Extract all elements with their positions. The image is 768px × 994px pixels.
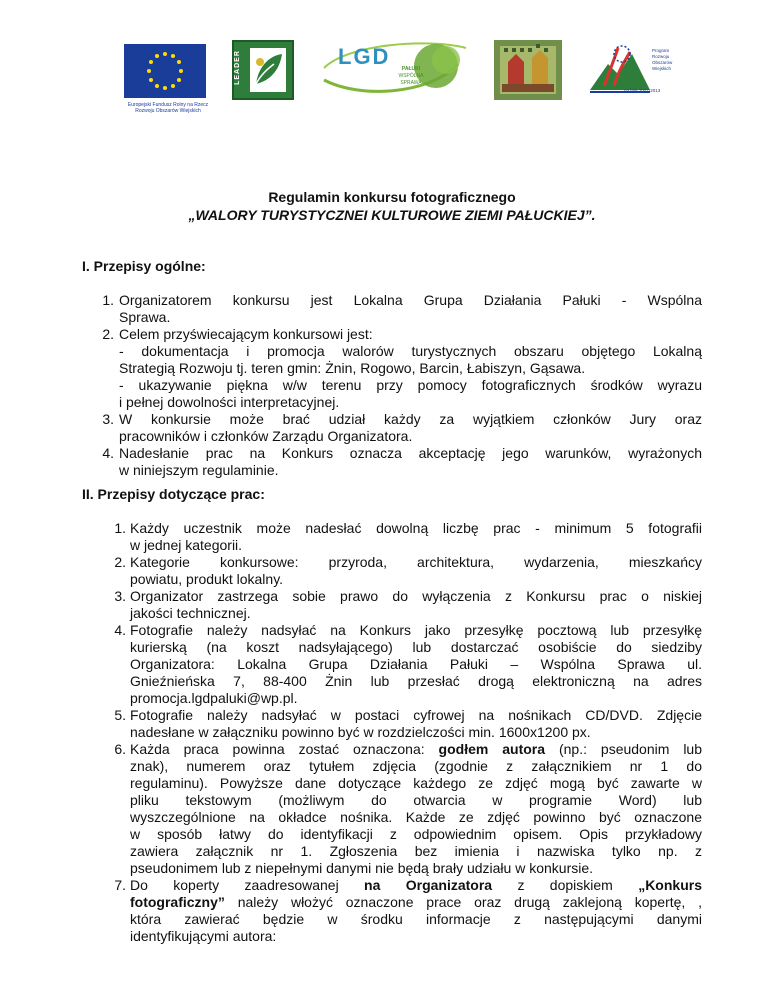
eu-stars-icon — [124, 44, 206, 98]
list-line: Gnieźnieńska 7, 88-400 Żnin lub przesłać drogą elektroniczną na adres — [130, 673, 702, 689]
prow-caption-3: Obszarów — [652, 60, 673, 65]
text-run: Do koperty zaadresowanej — [130, 877, 365, 893]
list-line — [130, 741, 702, 758]
list-line: Organizator zastrzega sobie prawo do wyłączenia z Konkursu prac o niskiej — [130, 588, 702, 604]
eu-caption-line-1: Europejski Fundusz Rolny na Rzecz — [127, 102, 209, 108]
text-run: (np.: pseudonim lub — [545, 741, 702, 757]
list-number: 1. — [102, 292, 114, 308]
list-number: 5. — [114, 707, 126, 723]
list-line — [130, 894, 702, 911]
prow-caption-4: Wiejskich — [652, 66, 672, 71]
list-line: kurierską (na koszt nadsyłającego) lub dostarczać osobiście do siedziby — [130, 639, 702, 655]
list-number: 2. — [102, 326, 114, 342]
list-item — [82, 326, 702, 411]
bold-text: fotograficzny” — [130, 894, 225, 910]
list-line: powiatu, produkt lokalny. — [130, 571, 284, 587]
leaf-icon — [234, 42, 292, 98]
list-line: zawiera załącznik nr 1. Zgłoszenia bez imienia i nazwiska tylko np. z — [130, 843, 702, 859]
leader-logo — [232, 40, 294, 100]
list-item — [82, 292, 702, 326]
list-line — [130, 877, 702, 894]
list-line: Strategią Rozwoju tj. teren gmin: Żnin, Rogowo, Barcin, Łabiszyn, Gąsawa. — [119, 360, 586, 376]
list-number: 4. — [102, 445, 114, 461]
list-number: 1. — [114, 520, 126, 536]
list-item — [82, 520, 702, 554]
bold-text: „Konkurs — [638, 877, 702, 893]
list-line: regulaminu). Powyższe dane dotyczące każdego ze zdjęć mogą być zawarte w — [130, 775, 702, 791]
list-line: pseudonimem lub z niepełnymi danymi nie będą brały udziału w konkursie. — [130, 860, 594, 876]
list-line: w niniejszym regulaminie. — [119, 462, 279, 478]
logo-bar — [0, 38, 768, 128]
section-1-heading: I. Przepisy ogólne: — [82, 258, 206, 274]
list-line: Fotografie należy nadsyłać na Konkurs jako przesyłkę pocztową lub przesyłkę — [130, 622, 702, 638]
title-line-2: „WALORY TURYSTYCZNEI KULTUROWE ZIEMI PAŁUCKIEJ”. — [188, 207, 596, 223]
text-run: Każda praca powinna zostać oznaczona: — [130, 741, 439, 757]
lgd-sub-2: WSPÓLNA — [398, 73, 424, 79]
list-line: Kategorie konkursowe: przyroda, architektura, wydarzenia, mieszkańcy — [130, 554, 702, 570]
list-number: 7. — [114, 877, 126, 893]
list-line: jakości technicznej. — [130, 605, 251, 621]
leader-text: LEADER — [233, 50, 241, 85]
list-line: w jednej kategorii. — [130, 537, 243, 553]
list-line: identyfikującymi autora: — [130, 928, 277, 944]
list-item — [82, 445, 702, 479]
list-line: nadesłane w załączniku powinno być w rozdzielczości min. 1600x1200 px. — [130, 724, 591, 740]
list-line: w sposób łatwy do identyfikacji z odpowiednim opisem. Opis przykładowy — [130, 826, 702, 842]
list-item — [82, 622, 702, 707]
list-line: promocja.lgdpaluki@wp.pl. — [130, 690, 298, 706]
lgd-logo — [318, 38, 470, 100]
list-line: pliku tekstowym (możliwym do otwarcia w programie Word) lub — [130, 792, 702, 808]
list-number: 3. — [102, 411, 114, 427]
list-line: Organizatorem konkursu jest Lokalna Grupa Działania Pałuki - Wspólna — [119, 292, 702, 308]
lgd-text: LGD — [338, 44, 391, 69]
text-run: z dopiskiem — [492, 877, 639, 893]
list-number: 2. — [114, 554, 126, 570]
lgd-sub-1: PAŁUKI — [401, 66, 421, 72]
bold-text: godłem autora — [438, 741, 546, 757]
bold-text: na Organizatora — [364, 877, 493, 893]
list-number: 3. — [114, 588, 126, 604]
list-line: wyszczególnione na okładce nośnika. Każde ze zdjęć powinno być oznaczone — [130, 809, 702, 825]
list-line: - dokumentacja i promocja walorów turystycznych obszaru objętego Lokalną — [119, 343, 702, 359]
prow-caption-1: Program — [652, 48, 670, 53]
list-line: W konkursie może brać udział każdy za wyjątkiem członków Jury oraz — [119, 411, 702, 427]
list-number: 6. — [114, 741, 126, 757]
list-item — [82, 411, 702, 445]
list-line: Każdy uczestnik może nadesłać dowolną liczbę prac - minimum 5 fotografii — [130, 520, 702, 536]
eu-caption — [108, 102, 228, 114]
prow-years: na lata 2007-2013 — [624, 88, 661, 93]
list-line: i pełnej dowolności interpretacyjnej. — [119, 394, 340, 410]
list-line: - ukazywanie piękna w/w terenu przy pomocy fotograficznych środków wyrazu — [119, 377, 702, 393]
section-2-heading: II. Przepisy dotyczące prac: — [82, 486, 265, 502]
list-item — [82, 707, 702, 741]
list-item — [82, 877, 702, 945]
title-line-1: Regulamin konkursu fotograficznego — [268, 189, 516, 205]
section-1-list — [82, 292, 702, 479]
prow-caption-2: Rozwoju — [652, 54, 670, 59]
list-line: znak), numerem oraz tytułem zdjęcia (zgodnie z załącznikiem nr 1 do — [130, 758, 702, 774]
list-line: Celem przyświecającym konkursowi jest: — [119, 326, 373, 342]
list-line: Fotografie należy nadsyłać w postaci cyfrowej na nośnikach CD/DVD. Zdjęcie — [130, 707, 702, 723]
list-line: Organizatora: Lokalna Grupa Działania Pałuki – Wspólna Sprawa ul. — [130, 656, 702, 672]
municipal-emblem-logo — [494, 40, 562, 100]
list-line: Nadesłanie prac na Konkurs oznacza akceptację jego warunków, wyrażonych — [119, 445, 702, 461]
eu-caption-line-2: Rozwoju Obszarów Wiejskich — [135, 108, 201, 114]
list-item — [82, 588, 702, 622]
document-title — [82, 188, 702, 224]
list-item — [82, 554, 702, 588]
emblem-icon — [494, 40, 562, 100]
prow-caption — [624, 48, 696, 93]
text-run: należy włożyć oznaczone prace oraz drugą zaklejoną kopertę, , — [224, 894, 702, 910]
list-line: Sprawa. — [119, 309, 171, 325]
list-line: która zawierać będzie w środku informacje z następującymi danymi — [130, 911, 702, 927]
section-2-list — [82, 520, 702, 945]
list-line: pracowników i członków Zarządu Organizatora. — [119, 428, 413, 444]
eu-flag-logo — [124, 44, 206, 98]
list-item — [82, 741, 702, 877]
list-number: 4. — [114, 622, 126, 638]
lgd-sub-3: SPRAWA — [400, 80, 422, 86]
